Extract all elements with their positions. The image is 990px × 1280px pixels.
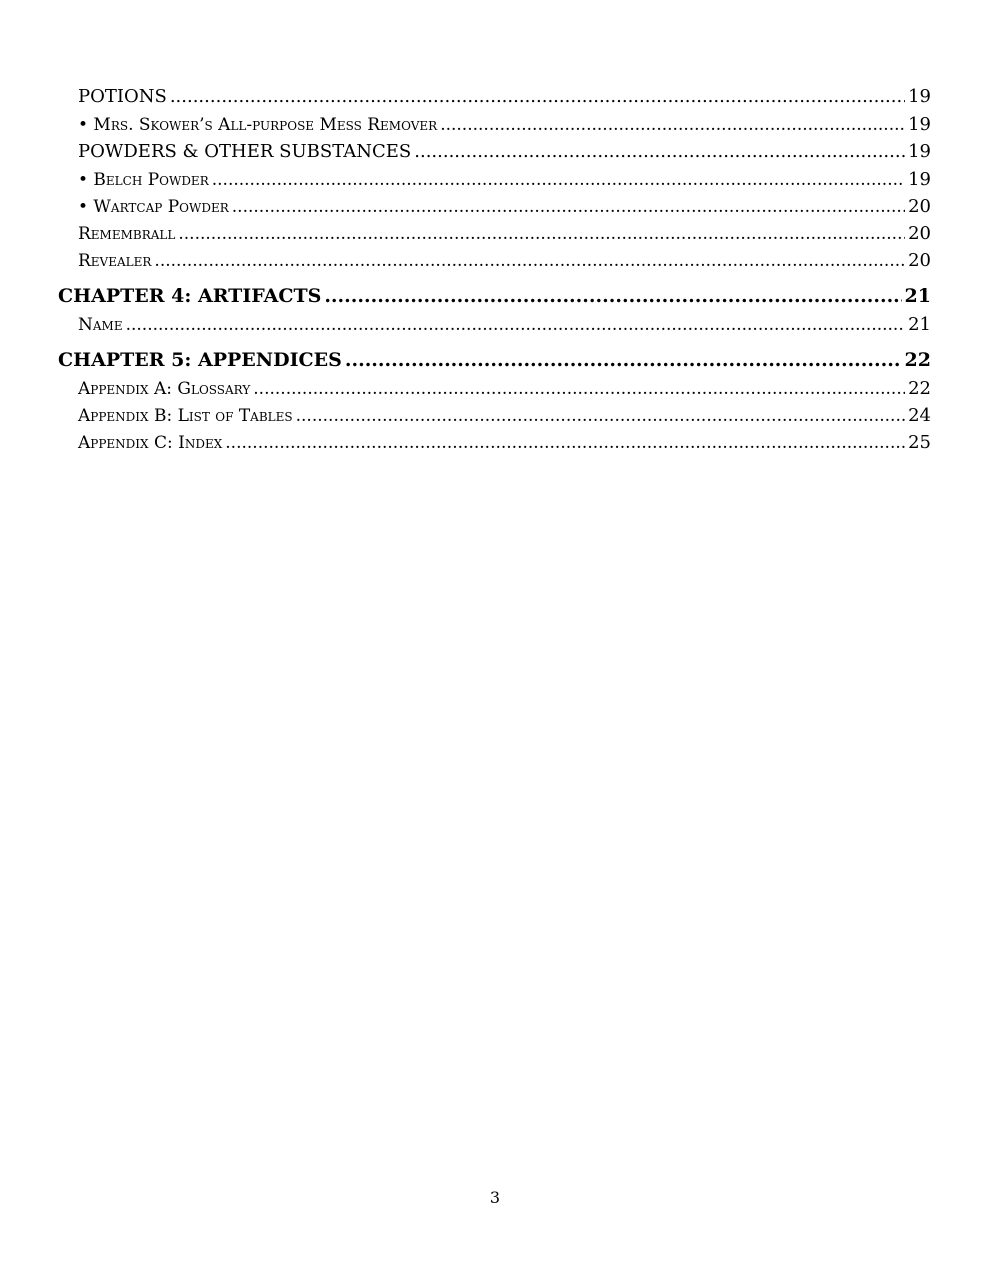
- toc-entry-label: POWDERS & OTHER SUBSTANCES: [78, 141, 412, 162]
- toc-entry-label: • Belch Powder: [78, 170, 209, 190]
- toc-entry-label: POTIONS: [78, 86, 167, 107]
- dot-leader: [232, 197, 905, 217]
- toc-entry-page: 19: [908, 169, 931, 190]
- toc-entry-mess-remover[interactable]: [58, 114, 931, 141]
- dot-leader: [440, 115, 905, 135]
- dot-leader: [253, 379, 905, 399]
- toc-entry-label: Revealer: [78, 251, 152, 271]
- toc-entry-page: 21: [904, 284, 931, 307]
- toc-entry-label: CHAPTER 5: APPENDICES: [58, 348, 342, 371]
- toc-entry-remembrall[interactable]: [58, 223, 931, 250]
- toc-entry-page: 21: [908, 314, 931, 335]
- toc-entry-label: Appendix B: List of Tables: [78, 406, 293, 426]
- dot-leader: [324, 285, 901, 307]
- toc-entry-label: • Mrs. Skower’s All-purpose Mess Remover: [78, 115, 438, 135]
- dot-leader: [212, 170, 905, 190]
- dot-leader: [126, 315, 906, 335]
- toc-entry-wartcap-powder[interactable]: [58, 196, 931, 223]
- toc-entry-appendix-c[interactable]: [58, 432, 931, 459]
- toc-entry-label: Remembrall: [78, 224, 176, 244]
- toc-entry-label: • Wartcap Powder: [78, 197, 229, 217]
- toc-entry-name[interactable]: [58, 314, 931, 341]
- toc-entry-page: 20: [908, 196, 931, 217]
- page-number: 3: [489, 1188, 501, 1207]
- toc-entry-appendix-a[interactable]: [58, 378, 931, 405]
- toc-entry-page: 20: [908, 223, 931, 244]
- toc-entry-page: 19: [908, 86, 931, 107]
- toc-entry-belch-powder[interactable]: [58, 169, 931, 196]
- toc-entry-potions[interactable]: [58, 86, 931, 114]
- table-of-contents: [58, 86, 931, 459]
- dot-leader: [296, 406, 905, 426]
- toc-entry-chapter-5[interactable]: [58, 341, 931, 378]
- toc-entry-page: 24: [908, 405, 931, 426]
- toc-entry-page: 20: [908, 250, 931, 271]
- toc-entry-page: 22: [908, 378, 931, 399]
- dot-leader: [170, 86, 905, 107]
- toc-entry-page: 22: [904, 348, 931, 371]
- toc-entry-revealer[interactable]: [58, 250, 931, 277]
- toc-entry-page: 19: [908, 141, 931, 162]
- dot-leader: [414, 141, 905, 162]
- dot-leader: [345, 349, 902, 371]
- toc-entry-label: Appendix C: Index: [78, 433, 223, 453]
- dot-leader: [178, 224, 905, 244]
- toc-entry-label: CHAPTER 4: ARTIFACTS: [58, 284, 322, 307]
- toc-entry-appendix-b[interactable]: [58, 405, 931, 432]
- toc-entry-page: 25: [908, 432, 931, 453]
- toc-entry-page: 19: [908, 114, 931, 135]
- dot-leader: [225, 433, 905, 453]
- toc-entry-chapter-4[interactable]: [58, 277, 931, 314]
- toc-entry-label: Name: [78, 315, 123, 335]
- toc-entry-label: Appendix A: Glossary: [78, 379, 251, 399]
- dot-leader: [154, 251, 905, 271]
- toc-entry-powders[interactable]: [58, 141, 931, 169]
